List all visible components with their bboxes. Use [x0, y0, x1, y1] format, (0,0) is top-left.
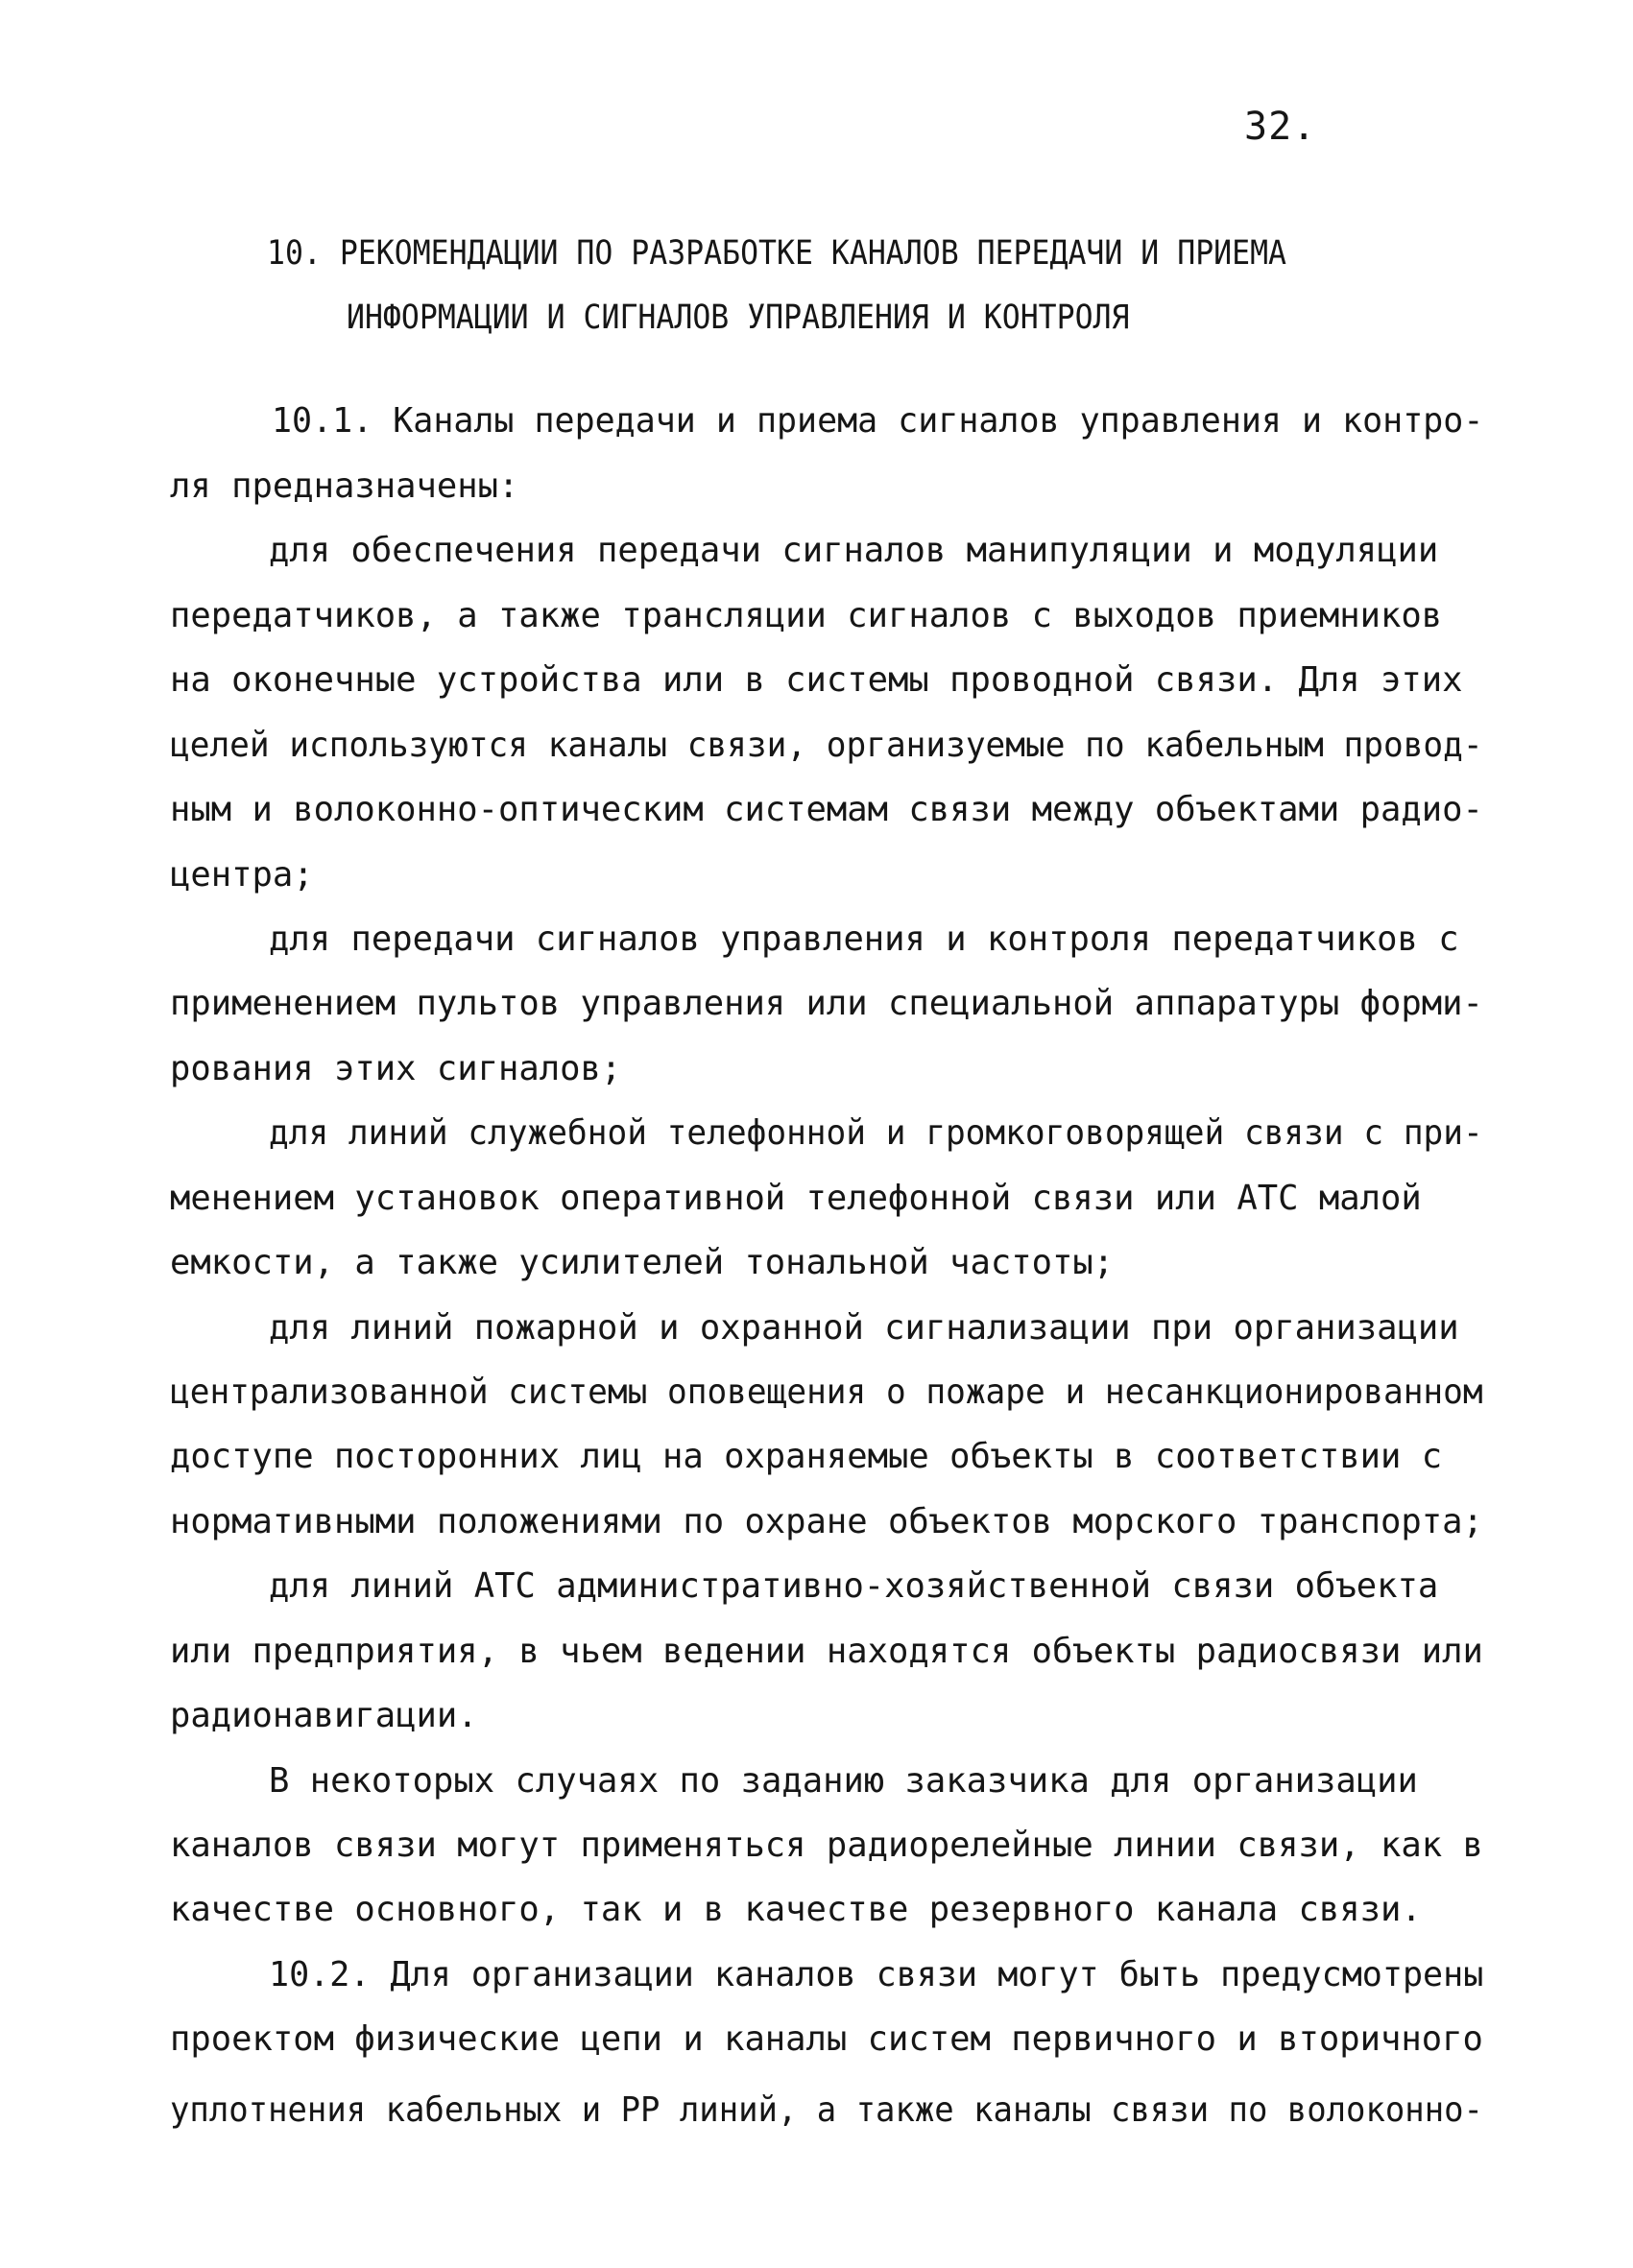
text-line: для линий пожарной и охранной сигнализации при организации: [269, 1308, 1459, 1348]
text-line: для передачи сигналов управления и контроля передатчиков с: [269, 919, 1459, 959]
section-heading-line-1: 10. РЕКОМЕНДАЦИИ ПО РАЗРАБОТКЕ КАНАЛОВ ПЕРЕДАЧИ И ПРИЕМА: [267, 234, 1287, 273]
text-line: уплотнения кабельных и РР линий, а также каналы связи по волоконно-: [170, 2090, 1483, 2130]
text-line: центра;: [170, 855, 314, 895]
text-line: радионавигации.: [170, 1696, 478, 1735]
text-line: для обеспечения передачи сигналов манипуляции и модуляции: [269, 531, 1439, 570]
text-line: рования этих сигналов;: [170, 1049, 622, 1088]
text-line: передатчиков, а также трансляции сигналов с выходов приемников: [170, 596, 1443, 635]
text-line: проектом физические цепи и каналы систем первичного и вторичного: [170, 2019, 1483, 2059]
text-line: централизованной системы оповещения о пожаре и несанкционированном: [170, 1373, 1483, 1412]
section-heading-line-2: ИНФОРМАЦИИ И СИГНАЛОВ УПРАВЛЕНИЯ И КОНТРОЛЯ: [347, 298, 1130, 337]
text-line: 10.1. Каналы передачи и приема сигналов управления и контро-: [272, 401, 1484, 441]
text-line: ным и волоконно-оптическим системам связи между объектами радио-: [170, 790, 1483, 829]
text-line: каналов связи могут применяться радиорелейные линии связи, как в: [170, 1826, 1483, 1865]
text-line: для линий служебной телефонной и громкоговорящей связи с при-: [269, 1113, 1483, 1153]
text-line: применением пультов управления или специальной аппаратуры форми-: [170, 984, 1483, 1023]
text-line: или предприятия, в чьем ведении находятся объекты радиосвязи или: [170, 1632, 1483, 1671]
text-line: для линий АТС административно-хозяйственной связи объекта: [269, 1566, 1439, 1606]
text-line: целей используются каналы связи, организуемые по кабельным провод-: [170, 726, 1483, 765]
page-number: 32.: [1244, 105, 1317, 149]
text-line: ля предназначены:: [170, 466, 519, 506]
text-line: менением установок оперативной телефонной связи или АТС малой: [170, 1179, 1422, 1218]
text-line: качестве основного, так и в качестве резервного канала связи.: [170, 1890, 1422, 1929]
text-line: на оконечные устройства или в системы проводной связи. Для этих: [170, 660, 1463, 700]
text-line: доступе посторонних лиц на охраняемые объекты в соответствии с: [170, 1437, 1443, 1476]
text-line: 10.2. Для организации каналов связи могут быть предусмотрены: [269, 1955, 1484, 1994]
text-line: емкости, а также усилителей тональной частоты;: [170, 1243, 1115, 1282]
text-line: В некоторых случаях по заданию заказчика для организации: [269, 1761, 1418, 1801]
text-line: нормативными положениями по охране объектов морского транспорта;: [170, 1502, 1483, 1541]
